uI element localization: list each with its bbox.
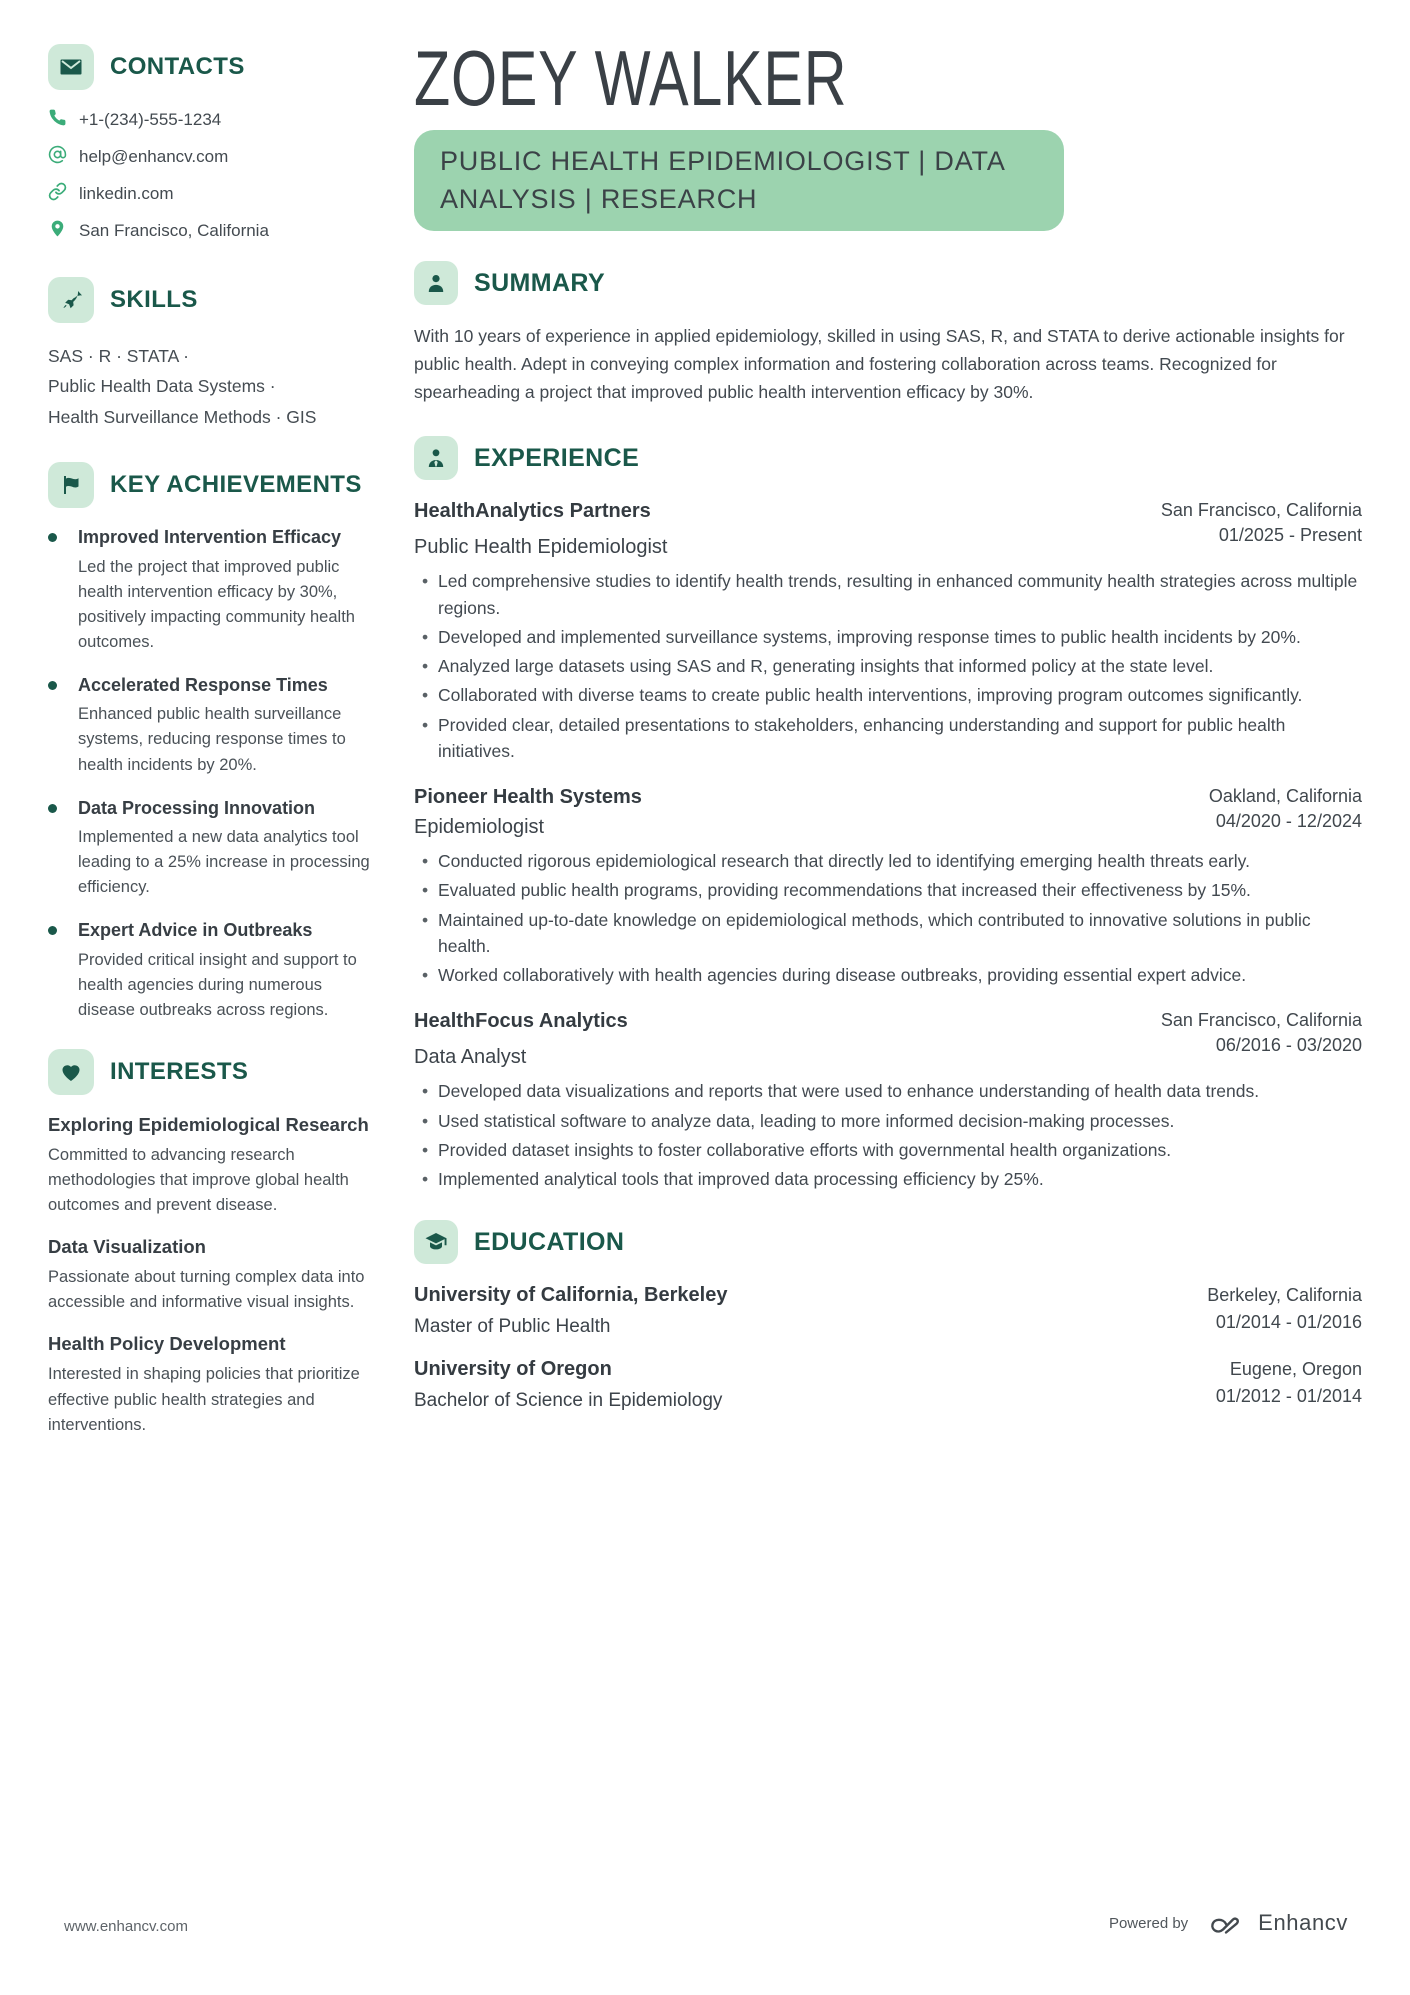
job-role: Data Analyst xyxy=(414,1046,527,1069)
job-bullet: • Worked collaboratively with health agencies during disease outbreaks, providing essential expert advice. xyxy=(438,962,1362,988)
job-bullet: • Led comprehensive studies to identify health trends, resulting in enhanced community health strategies across multiple regions. xyxy=(438,568,1362,621)
phone-icon xyxy=(48,108,67,132)
phone-number: +1-(234)-555-1234 xyxy=(79,110,222,129)
job-role: Epidemiologist xyxy=(414,816,545,839)
interest-description: Passionate about turning complex data into accessible and informative visual insights. xyxy=(48,1268,365,1312)
job-title-pill xyxy=(414,130,1064,232)
candidate-name: ZOEY WALKER xyxy=(414,34,848,122)
section-skills-header xyxy=(48,277,370,323)
interest-item xyxy=(48,1332,370,1437)
job-bullets xyxy=(414,568,1362,764)
education-entry xyxy=(414,1356,1362,1414)
interest-title: Data Visualization xyxy=(48,1236,206,1258)
at-icon xyxy=(48,145,67,169)
envelope-icon xyxy=(48,44,94,90)
section-education-header xyxy=(414,1220,1362,1264)
enhancv-brand-text[interactable]: Enhancv xyxy=(1258,1910,1348,1935)
degree: Master of Public Health xyxy=(414,1316,611,1338)
job-bullet: • Conducted rigorous epidemiological research that directly led to identifying emerging health threats early. xyxy=(438,848,1362,874)
education-dates: 01/2014 - 01/2016 xyxy=(1215,1312,1362,1333)
job-bullet: • Implemented analytical tools that improved data processing efficiency by 25%. xyxy=(438,1166,1362,1192)
link-icon xyxy=(48,182,67,206)
summary-text: With 10 years of experience in applied epidemiology, skilled in using SAS, R, and STATA to derive actionable insights for public health. Adept in conveying complex information and fostering collaboration across teams. Recognized for spearheading a project that improved public health intervention efficacy by 30%. xyxy=(414,326,1345,402)
right-column xyxy=(414,34,1362,1455)
education-location: Eugene, Oregon xyxy=(1229,1359,1362,1380)
flag-icon xyxy=(48,462,94,508)
job-bullet: • Maintained up-to-date knowledge on epidemiological methods, which contributed to innovative solutions in public health. xyxy=(438,907,1362,960)
interest-item xyxy=(48,1235,370,1315)
bullet-dot xyxy=(48,926,57,935)
section-achievements-header xyxy=(48,462,370,508)
job-entry xyxy=(414,784,1362,988)
achievement-title: Expert Advice in Outbreaks xyxy=(78,920,313,941)
rocket-icon xyxy=(48,277,94,323)
interest-title: Exploring Epidemiological Research xyxy=(48,1113,369,1135)
bullet-dot xyxy=(48,533,57,542)
achievement-description: Led the project that improved public health intervention efficacy by 30%, positively impacting community health outcomes. xyxy=(78,557,355,651)
job-bullets xyxy=(414,848,1362,988)
interest-description: Interested in shaping policies that prioritize effective public health strategies and interventions. xyxy=(48,1365,360,1434)
job-bullets xyxy=(414,1078,1362,1192)
job-dates: 06/2016 - 03/2020 xyxy=(1215,1035,1362,1056)
company-name: HealthFocus Analytics xyxy=(414,1010,628,1033)
job-location: Oakland, California xyxy=(1208,786,1362,807)
section-title: SUMMARY xyxy=(474,268,606,297)
job-bullet: • Collaborated with diverse teams to create public health interventions, improving program outcomes significantly. xyxy=(438,682,1362,708)
school-name: University of California, Berkeley xyxy=(414,1284,728,1307)
achievement-item xyxy=(48,674,370,778)
skill-line: SAS · R · STATA · xyxy=(48,346,189,366)
interests-list xyxy=(48,1113,370,1438)
company-name: Pioneer Health Systems xyxy=(414,786,642,809)
school-name: University of Oregon xyxy=(414,1358,612,1381)
section-interests-header xyxy=(48,1049,370,1095)
bullet-dot xyxy=(48,804,57,813)
job-dates: 04/2020 - 12/2024 xyxy=(1215,810,1362,831)
degree: Bachelor of Science in Epidemiology xyxy=(414,1390,723,1412)
powered-by-badge xyxy=(1109,1908,1348,1938)
job-entry xyxy=(414,1008,1362,1192)
email-text[interactable]: help@enhancv.com xyxy=(79,147,229,166)
education-location: Berkeley, California xyxy=(1207,1285,1362,1306)
location-text: San Francisco, California xyxy=(79,221,269,240)
bullet-dot xyxy=(48,681,57,690)
interest-title: Health Policy Development xyxy=(48,1333,286,1355)
achievement-description: Enhanced public health surveillance systems, reducing response times to health incidents by 20%. xyxy=(78,705,346,774)
contact-location xyxy=(48,219,370,243)
heart-icon xyxy=(48,1049,94,1095)
job-bullet: • Analyzed large datasets using SAS and R, generating insights that informed policy at the state level. xyxy=(438,653,1362,679)
achievement-title: Improved Intervention Efficacy xyxy=(78,527,342,548)
graduation-cap-icon xyxy=(414,1220,458,1264)
achievement-item xyxy=(48,526,370,655)
section-contacts-header xyxy=(48,44,370,90)
section-title: INTERESTS xyxy=(110,1057,249,1085)
achievement-title: Data Processing Innovation xyxy=(78,797,316,818)
powered-by-label: Powered by xyxy=(1108,1914,1189,1932)
contact-list xyxy=(48,108,370,243)
achievement-item xyxy=(48,797,370,901)
company-name: HealthAnalytics Partners xyxy=(414,500,651,523)
job-location: San Francisco, California xyxy=(1160,1010,1362,1031)
linkedin-text[interactable]: linkedin.com xyxy=(79,184,174,203)
left-column xyxy=(48,44,370,1455)
enhancv-logo-icon xyxy=(1202,1908,1244,1938)
website-link[interactable]: www.enhancv.com xyxy=(64,1918,188,1935)
section-title: KEY ACHIEVEMENTS xyxy=(110,471,362,499)
location-icon xyxy=(48,219,67,243)
job-bullet: • Provided clear, detailed presentations to stakeholders, enhancing understanding and support for public health initiatives. xyxy=(438,712,1362,765)
skill-line: Health Surveillance Methods · GIS xyxy=(48,406,317,427)
person-icon xyxy=(414,261,458,305)
education-dates: 01/2012 - 01/2014 xyxy=(1215,1386,1362,1407)
person-tie-icon xyxy=(414,436,458,480)
achievement-title: Accelerated Response Times xyxy=(78,675,328,696)
section-title: CONTACTS xyxy=(110,53,245,80)
section-title: EDUCATION xyxy=(474,1227,625,1256)
contact-email[interactable] xyxy=(48,145,370,169)
achievement-description: Provided critical insight and support to health agencies during numerous disease outbreaks across regions. xyxy=(78,950,357,1019)
contact-phone xyxy=(48,108,370,132)
interest-description: Committed to advancing research methodologies that improve global health outcomes and prevent disease. xyxy=(48,1145,349,1215)
skills-list xyxy=(48,341,370,432)
contact-linkedin[interactable] xyxy=(48,182,370,206)
job-title-text: PUBLIC HEALTH EPIDEMIOLOGIST | DATA ANALYSIS | RESEARCH xyxy=(440,145,1005,214)
achievement-item xyxy=(48,919,370,1023)
achievements-list xyxy=(48,526,370,1023)
achievement-description: Implemented a new data analytics tool leading to a 25% increase in processing efficiency. xyxy=(78,828,370,897)
skill-line: Public Health Data Systems · xyxy=(48,376,276,397)
job-bullet: • Provided dataset insights to foster collaborative efforts with governmental health organizations. xyxy=(438,1137,1362,1163)
job-entry xyxy=(414,498,1362,764)
job-bullet: • Developed data visualizations and reports that were used to enhance understanding of health data trends. xyxy=(438,1078,1362,1104)
job-bullet: • Evaluated public health programs, providing recommendations that increased their effectiveness by 15%. xyxy=(438,877,1362,903)
job-bullet: • Developed and implemented surveillance systems, improving response times to public health incidents by 20%. xyxy=(438,624,1362,650)
job-dates: 01/2025 - Present xyxy=(1218,525,1362,546)
section-experience-header xyxy=(414,436,1362,480)
section-summary-header xyxy=(414,261,1362,305)
interest-item xyxy=(48,1113,370,1218)
section-title: SKILLS xyxy=(110,286,198,313)
job-location: San Francisco, California xyxy=(1160,500,1362,521)
job-bullet: • Used statistical software to analyze data, leading to more informed decision-making processes. xyxy=(438,1108,1362,1134)
job-role: Public Health Epidemiologist xyxy=(414,536,668,559)
section-title: EXPERIENCE xyxy=(474,443,640,472)
education-entry xyxy=(414,1282,1362,1340)
